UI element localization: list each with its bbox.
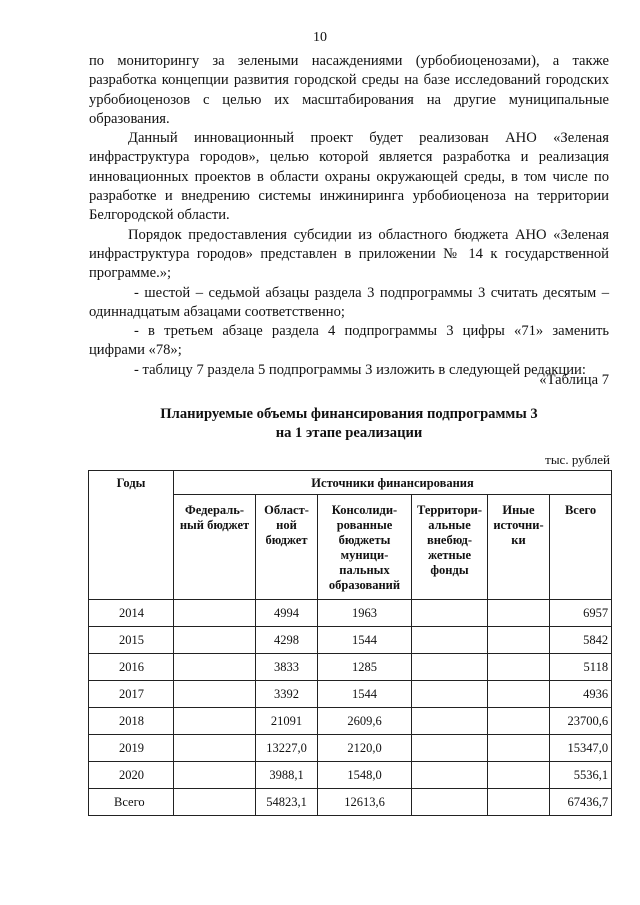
cell-year: 2019: [89, 735, 174, 762]
cell-total: 5118: [550, 654, 612, 681]
cell-regional: 21091: [256, 708, 318, 735]
cell-year: 2015: [89, 627, 174, 654]
cell-federal: [174, 654, 256, 681]
cell-year: 2014: [89, 600, 174, 627]
cell-federal: [174, 762, 256, 789]
header-other: Иные источни-ки: [488, 495, 550, 600]
cell-other: [488, 654, 550, 681]
cell-other: [488, 789, 550, 816]
header-sources: Источники финансирования: [174, 471, 612, 495]
cell-territorial: [412, 789, 488, 816]
cell-municipal: 2120,0: [318, 735, 412, 762]
cell-year: 2020: [89, 762, 174, 789]
cell-federal: [174, 735, 256, 762]
table-row: [89, 762, 612, 789]
cell-year: 2016: [89, 654, 174, 681]
cell-year: 2017: [89, 681, 174, 708]
cell-federal: [174, 627, 256, 654]
header-federal: Федераль-ный бюджет: [174, 495, 256, 600]
cell-regional: 4298: [256, 627, 318, 654]
cell-municipal: 2609,6: [318, 708, 412, 735]
page-number: 10: [313, 30, 327, 45]
header-years: Годы: [89, 471, 174, 600]
cell-total: 67436,7: [550, 789, 612, 816]
cell-other: [488, 600, 550, 627]
cell-other: [488, 735, 550, 762]
units-label: тыс. рублей: [545, 452, 610, 467]
table-row: [89, 627, 612, 654]
body-text: [89, 52, 609, 380]
cell-other: [488, 708, 550, 735]
table-row: [89, 708, 612, 735]
cell-regional: 13227,0: [256, 735, 318, 762]
header-total: Всего: [550, 495, 612, 600]
table-row-total: [89, 789, 612, 816]
cell-year: 2018: [89, 708, 174, 735]
cell-other: [488, 762, 550, 789]
table-row: [89, 654, 612, 681]
cell-municipal: 1544: [318, 627, 412, 654]
cell-municipal: 1548,0: [318, 762, 412, 789]
cell-regional: 4994: [256, 600, 318, 627]
financing-table: [88, 470, 612, 816]
cell-territorial: [412, 600, 488, 627]
cell-regional: 3392: [256, 681, 318, 708]
cell-territorial: [412, 681, 488, 708]
amendment-item-3: - таблицу 7 раздела 5 подпрограммы 3 изложить в следующей редакции:: [134, 361, 586, 378]
cell-regional: 54823,1: [256, 789, 318, 816]
cell-municipal: 1285: [318, 654, 412, 681]
table-heading: [89, 405, 609, 443]
cell-other: [488, 627, 550, 654]
table-row: [89, 735, 612, 762]
header-regional: Област-ной бюджет: [256, 495, 318, 600]
cell-municipal: 1963: [318, 600, 412, 627]
paragraph-continuation: по мониторингу за зелеными насаждениями (урбобиоценозами), а также разработка концепции развития городской среды на базе исследований городских урбобиоценозов с целью их масштабирования на другие муниципальные образования.: [89, 53, 609, 127]
header-municipal: Консолиди-рованные бюджеты муници-пальных образований: [318, 495, 412, 600]
table-heading-line-2: на 1 этапе реализации: [275, 425, 423, 441]
cell-municipal: 12613,6: [318, 789, 412, 816]
cell-total: 6957: [550, 600, 612, 627]
cell-other: [488, 681, 550, 708]
table-heading-line-1: Планируемые объемы финансирования подпрограммы 3: [160, 406, 538, 422]
cell-territorial: [412, 654, 488, 681]
cell-federal: [174, 600, 256, 627]
cell-federal: [174, 708, 256, 735]
cell-total: 5536,1: [550, 762, 612, 789]
paragraph-project: Данный инновационный проект будет реализован АНО «Зеленая инфраструктура городов», целью которой является разработка и реализация инновационных проектов в области охраны окружающей среды, в том числе по разработке и внедрению системы инжиниринга урбобиоценоза на территории Белгородской области.: [89, 130, 609, 224]
amendment-item-2: - в третьем абзаце раздела 4 подпрограммы 3 цифры «71» заменить цифрами «78»;: [89, 323, 609, 359]
cell-year: Всего: [89, 789, 174, 816]
table-row: [89, 681, 612, 708]
cell-total: 15347,0: [550, 735, 612, 762]
table-row: [89, 600, 612, 627]
cell-total: 5842: [550, 627, 612, 654]
cell-total: 23700,6: [550, 708, 612, 735]
amendment-item-1: - шестой – седьмой абзацы раздела 3 подпрограммы 3 считать десятым – одиннадцатым абзацами соответственно;: [89, 284, 609, 320]
cell-total: 4936: [550, 681, 612, 708]
cell-territorial: [412, 735, 488, 762]
cell-regional: 3988,1: [256, 762, 318, 789]
cell-territorial: [412, 762, 488, 789]
paragraph-subsidy-procedure: Порядок предоставления субсидии из областного бюджета АНО «Зеленая инфраструктура городов» представлен в приложении № 14 к государственной программе.»;: [89, 226, 609, 282]
cell-municipal: 1544: [318, 681, 412, 708]
cell-territorial: [412, 627, 488, 654]
cell-federal: [174, 789, 256, 816]
cell-regional: 3833: [256, 654, 318, 681]
header-territorial: Территори-альные внебюд-жетные фонды: [412, 495, 488, 600]
cell-territorial: [412, 708, 488, 735]
cell-federal: [174, 681, 256, 708]
table-label: «Таблица 7: [539, 372, 609, 388]
